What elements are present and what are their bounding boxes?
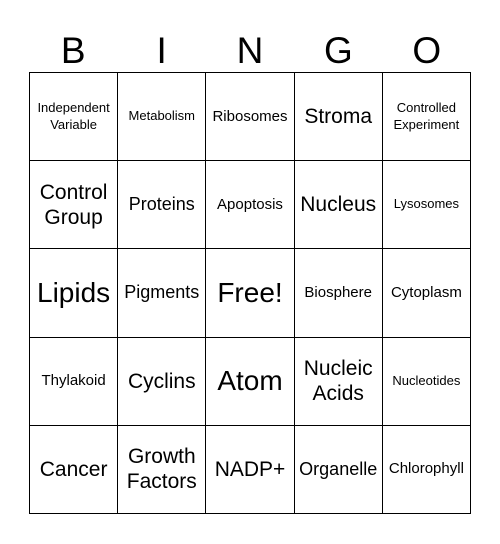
bingo-cell-r2-c5[interactable]: Lysosomes bbox=[383, 161, 471, 249]
bingo-cell-r5-c4[interactable]: Organelle bbox=[295, 426, 383, 514]
bingo-cell-r3-c5[interactable]: Cytoplasm bbox=[383, 249, 471, 337]
bingo-header bbox=[29, 28, 471, 72]
bingo-cell-r4-c4[interactable]: Nucleic Acids bbox=[295, 338, 383, 426]
bingo-cell-r1-c5[interactable]: Controlled Experiment bbox=[383, 73, 471, 161]
bingo-cell-r5-c1[interactable]: Cancer bbox=[30, 426, 118, 514]
bingo-cell-r4-c5[interactable]: Nucleotides bbox=[383, 338, 471, 426]
bingo-cell-r2-c3[interactable]: Apoptosis bbox=[206, 161, 294, 249]
bingo-cell-r2-c4[interactable]: Nucleus bbox=[295, 161, 383, 249]
header-letter-g: G bbox=[323, 29, 353, 71]
bingo-cell-r3-c1[interactable]: Lipids bbox=[30, 249, 118, 337]
bingo-cell-r1-c4[interactable]: Stroma bbox=[295, 73, 383, 161]
bingo-cell-r4-c3[interactable]: Atom bbox=[206, 338, 294, 426]
bingo-cell-r5-c5[interactable]: Chlorophyll bbox=[383, 426, 471, 514]
bingo-board bbox=[29, 72, 471, 514]
header-letter-n: N bbox=[236, 29, 264, 71]
bingo-cell-r1-c1[interactable]: Independent Variable bbox=[30, 73, 118, 161]
header-letter-b: B bbox=[60, 29, 86, 71]
bingo-cell-r3-c2[interactable]: Pigments bbox=[118, 249, 206, 337]
bingo-cell-r2-c2[interactable]: Proteins bbox=[118, 161, 206, 249]
bingo-cell-r2-c1[interactable]: Control Group bbox=[30, 161, 118, 249]
header-letter-o: O bbox=[412, 29, 442, 71]
bingo-cell-free-space[interactable]: Free! bbox=[206, 249, 294, 337]
bingo-cell-r1-c3[interactable]: Ribosomes bbox=[206, 73, 294, 161]
bingo-cell-r4-c2[interactable]: Cyclins bbox=[118, 338, 206, 426]
bingo-cell-r5-c2[interactable]: Growth Factors bbox=[118, 426, 206, 514]
header-letter-i: I bbox=[156, 29, 167, 71]
bingo-cell-r3-c4[interactable]: Biosphere bbox=[295, 249, 383, 337]
bingo-cell-r4-c1[interactable]: Thylakoid bbox=[30, 338, 118, 426]
bingo-cell-r5-c3[interactable]: NADP+ bbox=[206, 426, 294, 514]
bingo-cell-r1-c2[interactable]: Metabolism bbox=[118, 73, 206, 161]
